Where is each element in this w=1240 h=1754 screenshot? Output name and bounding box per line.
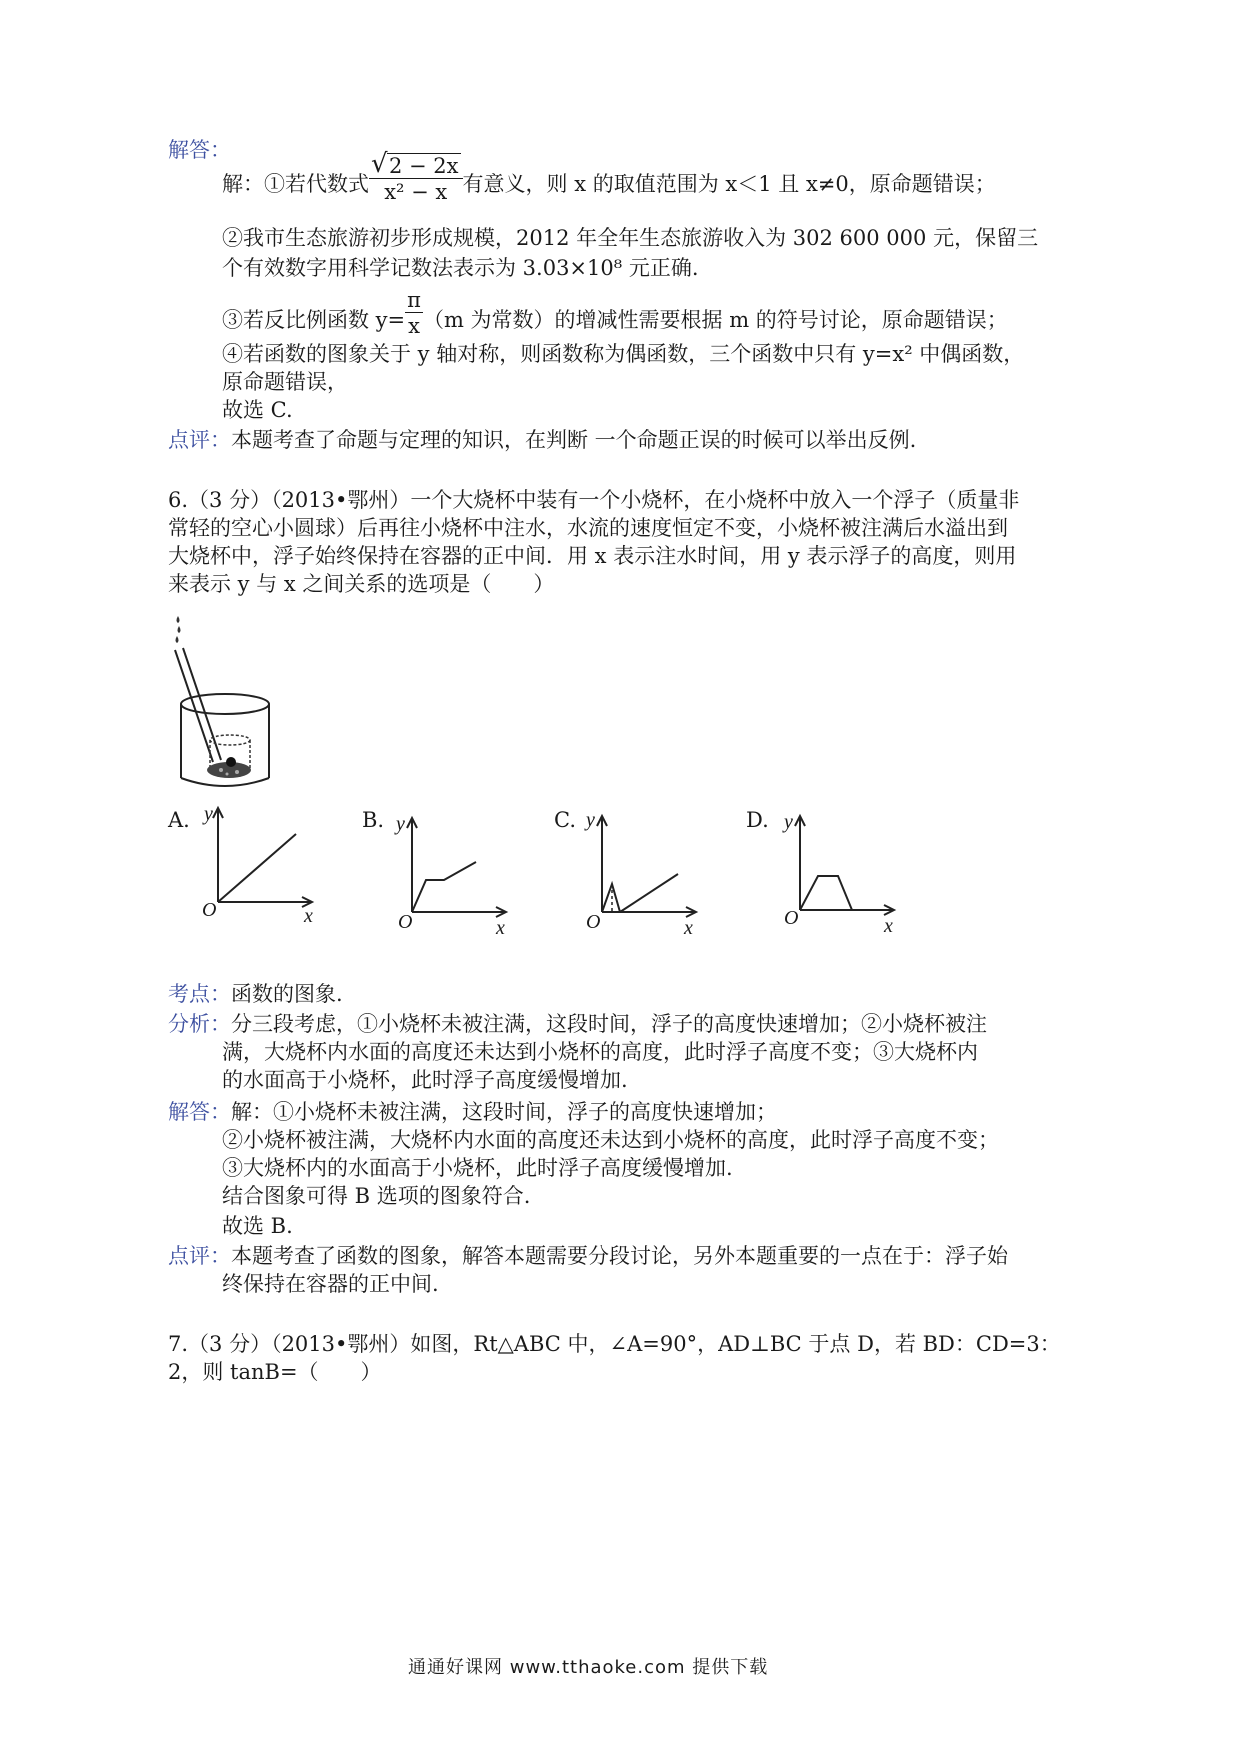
sqrt-symbol: √ 2 − 2x [371,149,459,179]
prev-solution-line2: ②我市生态旅游初步形成规模，2012 年全年生态旅游收入为 302 600 000 元，保留三 [222,226,1039,250]
q6-comment-label: 点评： [168,1244,231,1268]
graph-a-x-label: x [304,905,313,927]
prev-comment [168,426,916,454]
q6-analysis-line1 [168,1010,987,1038]
prev-comment-text: 本题考查了命题与定理的知识，在判断 一个命题正误的时候可以举出反例. [231,428,917,452]
q6-comment-line2: 终保持在容器的正中间. [222,1272,439,1296]
q6-analysis-label: 分析： [168,1012,231,1036]
prev-solution-label: 解答： [168,138,231,162]
q6-solution-line2: ②小烧杯被注满，大烧杯内水面的高度还未达到小烧杯的高度，此时浮子高度不变； [222,1128,999,1152]
graph-d-x-label: x [884,915,893,936]
graph-c-y-label: y [586,809,595,831]
prev-solution-line6: 原命题错误， [222,370,348,394]
graph-a-line [218,834,296,902]
graph-b-y-label: y [396,813,405,835]
inverse-fraction: $\frac{\pi}{x}$ [407,288,421,338]
option-a-label: A. [168,808,190,832]
q6-analysis-text1: 分三段考虑，①小烧杯未被注满，这段时间，浮子的高度快速增加；②小烧杯被注 [231,1012,987,1036]
graph-d-line [800,876,852,910]
prev-comment-label: 点评： [168,428,231,452]
q6-line1: 6.（3 分）（2013•鄂州）一个大烧杯中装有一个小烧杯，在小烧杯中放入一个浮子（质量非 [168,488,1020,512]
prev-solution-line1-suffix: 有意义，则 x 的取值范围为 x＜1 且 x≠0，原命题错误； [462,172,996,196]
prev-solution-line1-prefix: 解：①若代数式 [222,172,369,196]
q6-comment-text1: 本题考查了函数的图象，解答本题需要分段讨论，另外本题重要的一点在于：浮子始 [231,1244,1008,1268]
q7-line2: 2，则 tanB=（ ） [168,1360,382,1384]
option-c-label: C. [554,808,576,832]
line4-suffix: （m 为常数）的增减性需要根据 m 的符号讨论，原命题错误； [422,308,1008,332]
graph-c-x-label: x [684,917,693,936]
q6-line2: 常轻的空心小圆球）后再往小烧杯中注水，水流的速度恒定不变，小烧杯被注满后水溢出到 [168,516,1008,540]
fraction-denominator: x² − x [384,180,448,204]
option-b-label: B. [362,808,385,832]
graph-a-origin: O [202,899,217,921]
graph-c-line [620,874,678,912]
line4-prefix: ③若反比例函数 y= [222,308,406,332]
graph-b-origin: O [398,911,413,933]
q6-solution-line4: 结合图象可得 B 选项的图象符合. [222,1184,531,1208]
prev-solution-line5: ④若函数的图象关于 y 轴对称，则函数称为偶函数，三个函数中只有 y=x² 中偶函数， [222,342,1025,366]
q6-point-label: 考点： [168,982,231,1006]
q6-solution-label: 解答： [168,1100,231,1124]
q6-line3: 大烧杯中，浮子始终保持在容器的正中间．用 x 表示注水时间，用 y 表示浮子的高度，则用 [168,544,1017,568]
graph-c-origin: O [586,911,601,933]
q6-comment-line1 [168,1242,1008,1270]
graph-option-b [392,808,522,938]
sqrt-fraction [369,149,463,205]
q6-analysis-line2: 满，大烧杯内水面的高度还未达到小烧杯的高度，此时浮子高度不变；③大烧杯内 [222,1040,978,1064]
graph-a-y-label: y [204,803,213,825]
option-d-label: D. [746,808,769,832]
prev-solution-line1 [222,149,996,211]
prev-solution-line7: 故选 C. [222,398,293,422]
graph-option-c [582,806,712,936]
q6-line4: 来表示 y 与 x 之间关系的选项是（ ） [168,572,555,596]
q6-point [168,980,343,1008]
q6-point-text: 函数的图象. [231,982,343,1006]
page-footer: 通通好课网 www.tthaoke.com 提供下载 [408,1657,769,1678]
graph-option-a [198,798,328,928]
graph-b-x-label: x [496,917,505,938]
q6-solution-line3: ③大烧杯内的水面高于小烧杯，此时浮子高度缓慢增加. [222,1156,733,1180]
q6-solution-line5: 故选 B. [222,1214,293,1238]
q7-line1: 7.（3 分）（2013•鄂州）如图，Rt△ABC 中，∠A=90°，AD⊥BC 于点 D，若 BD：CD=3： [168,1332,1061,1356]
q6-solution-line1 [168,1098,777,1126]
graph-d-y-label: y [784,811,793,833]
graph-option-d [780,806,910,936]
graph-d-origin: O [784,907,799,929]
beaker-illustration [165,612,275,792]
prev-solution-line3: 个有效数字用科学记数法表示为 3.03×10⁸ 元正确. [222,256,699,280]
graph-b-line [412,862,476,912]
q6-analysis-line3: 的水面高于小烧杯，此时浮子高度缓慢增加. [222,1068,628,1092]
q6-solution-text1: 解：①小烧杯未被注满，这段时间，浮子的高度快速增加； [231,1100,777,1124]
